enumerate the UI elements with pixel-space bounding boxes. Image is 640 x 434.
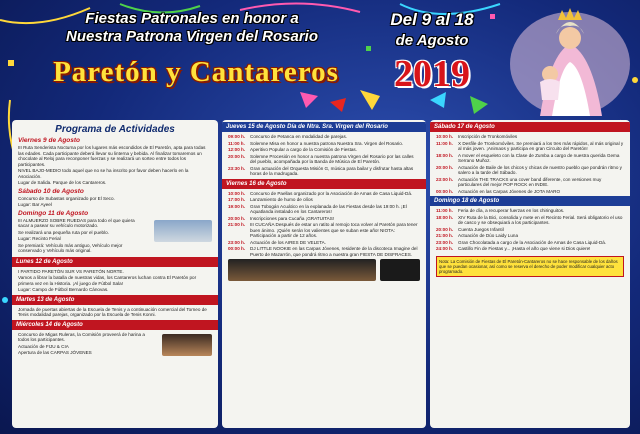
- event-text: Lugar: Campo de Fútbol Bernardo Cánovas.: [18, 287, 109, 292]
- schedule-row: [228, 154, 420, 165]
- day-heading: Sábado 17 de Agosto: [430, 122, 630, 132]
- panel-program-col1: [12, 120, 218, 428]
- schedule-row: [228, 134, 420, 140]
- event-time: 11:00 h.: [436, 140, 453, 146]
- event-text: III Ruta Senderista Nocturna por los lugares más escondidos de El Paretón, apta para todas las edades. Cada participante deberá llevar su linterna y bebida. Al finalizar tomaremos un chocolate al Reloj para reconponer fuerzas y se realizará un sorteo entre todos los participantes.: [18, 145, 206, 167]
- band-photo: [162, 334, 212, 356]
- event-text: Aperitivo Popular a cargo de la Comisión de Fiestas.: [250, 147, 357, 152]
- day-heading: Miércoles 14 de Agosto: [12, 320, 218, 330]
- event-text: Gran Tobogán Acuático en la explanada de las Fiestas desde las 19:00 h. ¡El Aquatlanda instalado en los Cantareros!: [250, 203, 407, 214]
- day-heading: Martes 13 de Agosto: [12, 295, 218, 305]
- event-text: DJ LITTLE NOOKIE en las Carpas Jóvenes, residente de la discoteca Imagine del Puerto de Mazarrón, que pondrá ritmo a nuestra gran FIESTA DE DISFRACES.: [250, 246, 418, 257]
- organizer-notice: Nota: La Comisión de Fiestas de El Paretón-Cantareros no se hace responsable de los daños que se puedan ocasionar, así como se reserva el derecho de poder modificar cualquier acto programado.: [436, 256, 624, 278]
- event-text: Vamos a librar la batalla de nuestras vidas, los Cantareros luchan contra El Paretón por primera vez en la Historia. ¡Al juego de Fútbol Sala!: [18, 275, 197, 286]
- event-text: Inscripciones para Cucaña ¡GRATUITAS!: [250, 215, 335, 221]
- event-time: 21:00 h.: [436, 233, 454, 238]
- day-heading: Lunes 12 de Agosto: [12, 257, 218, 267]
- schedule-row: [436, 189, 624, 195]
- day-heading: Jueves 15 de Agosto Día de Ntra. Sra. Virgen del Rosario: [222, 122, 426, 132]
- event-text: Concurso de Petanca en modalidad de parejas.: [250, 134, 348, 139]
- header-line2: Nuestra Patrona Virgen del Rosario: [65, 28, 318, 45]
- schedule-row: [436, 153, 624, 164]
- header-dates-line1: Del 9 al 18: [390, 10, 474, 29]
- event-text: XIV Ruta de la Bici, consolida y mete en el Recinto Ferial. Será obligatorio el uso de casco y se obsequiará a los participantes.: [458, 214, 623, 225]
- schedule-row: [228, 222, 420, 239]
- event-text: Castillo Fin de Fiestas y... ¡Hasta el año que viene si Dios quiere!: [458, 246, 591, 251]
- event-text: Actuación en las Carpas Jóvenes de JOTA MARO: [458, 188, 561, 194]
- event-text: Jornada de puertas abiertas de la Escuela de Tenis y a continuación comercial del Torneo de Tenis modalidad parejas, organizado por la Escuela de Tenis Konni.: [18, 306, 207, 317]
- event-time: 09:00 h.: [228, 134, 246, 139]
- day-heading: Viernes 16 de Agosto: [222, 179, 426, 189]
- event-text: Concurso de Migas Ruleras, la Comisión proveerá de harina a todos los participantes.: [18, 331, 145, 342]
- schedule-row: [436, 134, 624, 140]
- event-time: 20:00 h.: [436, 164, 454, 170]
- event-text: A mover el esqueleto con la Clase de Zumba a cargo de nuestra querida Gema Serrano Muñoz.: [458, 152, 620, 163]
- event-text: Apertura de las CARPAS JÓVENES: [18, 350, 92, 355]
- event-text: Se realizará una pequeña ruta por el pueblo.: [18, 229, 109, 235]
- event-text: Lanzamiento de humo de olíos: [250, 197, 313, 202]
- schedule-row: [228, 191, 420, 197]
- schedule-row: [436, 233, 624, 239]
- day-heading: Domingo 11 de Agosto: [18, 209, 89, 217]
- schedule-row: [436, 165, 624, 176]
- virgin-statue-image: [500, 4, 632, 116]
- event-time: 11:00 h.: [436, 208, 453, 213]
- event-time: 00:00 h.: [436, 188, 454, 194]
- schedule-row: [436, 246, 624, 252]
- schedule-row: [436, 208, 624, 214]
- schedule-row: [228, 166, 420, 177]
- schedule-row: [228, 246, 420, 257]
- event-time: 20:00 h.: [228, 153, 246, 159]
- year-title: 2019: [394, 53, 470, 95]
- event-text: Concurso de Subastas organizado por El Seco.: [18, 195, 115, 201]
- event-time: 23:00 h.: [436, 176, 454, 182]
- event-text: X Desfile de Tronkomóviles. Se premiará a los tres más rápidos, al más original y al más joven. ¡Animaos y participa en gran Circuito del Paretón!: [458, 140, 624, 151]
- schedule-row: [436, 215, 624, 226]
- day-heading: Viernes 9 de Agosto: [18, 137, 81, 144]
- event-text: Solemne Procesión en honor a nuestra patrona Virgen del Rosario por las calles del pueblo, acompañada por la Banda de Música de El Paretón.: [250, 153, 414, 164]
- event-time: 19:00 h.: [228, 203, 246, 209]
- day-heading: Domingo 18 de Agosto: [430, 196, 630, 206]
- event-time: 17:00 h.: [228, 197, 246, 202]
- event-text: Gran Chocolatada a cargo de la Asociación de Amas de Casa Liquid-Dá.: [458, 239, 607, 245]
- panel-program-col3: [430, 120, 630, 428]
- classic-car-photo: [154, 220, 212, 242]
- event-time: 21:00 h.: [228, 222, 246, 227]
- event-time: 12:00 h.: [228, 147, 246, 152]
- schedule-row: [436, 177, 624, 188]
- event-time: 23:00 h.: [228, 239, 246, 245]
- header-dates-line2: de Agosto: [395, 32, 469, 49]
- event-text: Actuación THE TRACKS una cover band diferente, con versiones muy particulares del mejor POP ROCK en INDIE.: [458, 176, 602, 187]
- event-text: Actuación de Baile de los chicos y chicas de nuestro pueblo que pondrán ritmo y salero a la tarde del Sábado.: [458, 164, 622, 175]
- event-text: Lugar: Recinto Ferial: [18, 236, 61, 241]
- panel-program-col2: [222, 120, 426, 428]
- header-line1: Fiestas Patronales en honor a: [85, 10, 299, 27]
- dj-logo-image: [380, 259, 420, 281]
- event-text: I PARTIDO PARETÓN SUR VS PARETÓN NORTE.: [18, 268, 124, 274]
- event-text: Gran actuación del Orquesta Misión G, música para bailar y disfrutar hasta altas horas de la madrugada.: [250, 165, 414, 176]
- event-text: Actuación de los AIRES DE VELETA.: [250, 239, 327, 245]
- schedule-row: [228, 216, 420, 222]
- event-text: Concurso de Paellas organizado por la Asociación de Amas de Casa Liquid-Dá.: [250, 190, 413, 196]
- event-time: 23:30 h.: [228, 165, 246, 171]
- schedule-row: [228, 204, 420, 215]
- event-text: Lugar: Bar Ayeel: [18, 202, 52, 207]
- party-photo: [228, 259, 376, 281]
- event-text: Feria de día, a recuperar fuerzas en los chiringuitos.: [458, 208, 565, 213]
- event-time: 10:00 h.: [228, 190, 246, 196]
- event-time: 20:00 h.: [436, 226, 454, 232]
- event-time: 23:00 h.: [436, 239, 454, 245]
- event-text: Cuenta Juegos Infantil: [458, 226, 504, 232]
- town-title: Paretón y Cantareros: [53, 56, 339, 88]
- schedule-row: [436, 240, 624, 246]
- day-heading: Sábado 10 de Agosto: [18, 187, 84, 195]
- schedule-row: [436, 227, 624, 233]
- event-text: Inscripción de Tronkomóviles: [458, 134, 518, 139]
- program-title: Programa de Actividades: [55, 124, 175, 135]
- schedule-row: [228, 240, 420, 246]
- event-text: Se premiará: Vehículo más antiguo, Vehículo mejor conservado y Vehículo más original.: [18, 242, 123, 253]
- schedule-row: [228, 147, 420, 153]
- schedule-row: [436, 141, 624, 152]
- event-text: III ALMUERZO SOBRE RUEDAS para todo el que quiera sacar a pasear su vehículo motorizado.: [18, 217, 135, 228]
- event-text: Actuación de Dúo Laidy Luna: [458, 233, 519, 238]
- event-time: 20:00 h.: [228, 215, 246, 221]
- event-time: 11:00 h.: [228, 140, 245, 146]
- event-time: 18:00 h.: [436, 152, 454, 158]
- event-time: 18:00 h.: [436, 214, 454, 220]
- event-time: 24:00 h.: [436, 246, 454, 251]
- schedule-row: [228, 141, 420, 147]
- event-text: Solemne Misa en honor a nuestra patrona Nuestra Sra. Virgen del Rosario.: [250, 140, 404, 146]
- event-time: 10:00 h.: [436, 134, 454, 139]
- event-text: Lugar de Salida. Parque de los Cantareros.: [18, 180, 107, 185]
- event-text: NIVEL BAJO-MEDIO todo aquel que no se ha inscrito por favor deben hacerlo en la Asociación.: [18, 168, 189, 179]
- schedule-row: [228, 197, 420, 203]
- event-text: Actuación de FIJU & CIA: [18, 343, 69, 349]
- event-time: 00:00 h.: [228, 246, 246, 251]
- event-text: III CUCAÑA Después de estar un ratito al remojo toca volver al Paretón para tener buen ánimo. ¡Quién serán los valientes que se suban este año! NIOTA: Participación a partir de 12 años.: [250, 222, 418, 238]
